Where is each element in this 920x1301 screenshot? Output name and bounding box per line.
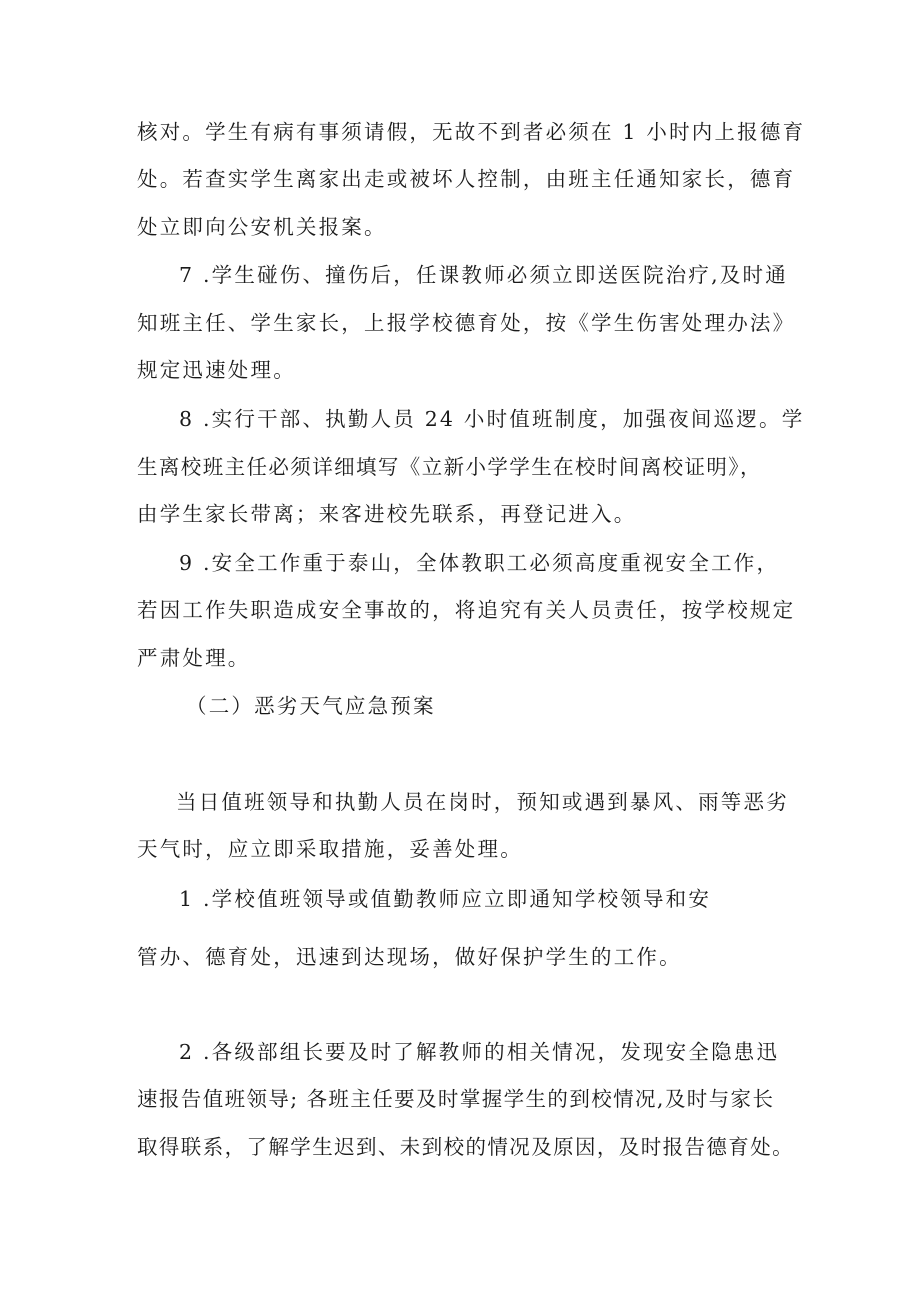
text-line: 生离校班主任必须详细填写《立新小学学生在校时间离校证明》，	[137, 455, 762, 479]
text-line: 知班主任、学生家长，上报学校德育处，按《学生伤害处理办法》	[137, 311, 796, 335]
item-9-first-line: 9 .安全工作重于泰山，全体教职工必须高度重视安全工作，	[179, 551, 780, 575]
text-line: 规定迅速处理。	[137, 358, 296, 382]
text-line: 处立即向公安机关报案。	[137, 215, 387, 239]
text-line: 速报告值班领导; 各班主任要及时掌握学生的到校情况,及时与家长	[137, 1087, 775, 1111]
intro-first-line: 当日值班领导和执勤人员在岗时，预知或遇到暴风、雨等恶劣	[176, 790, 789, 814]
item-2-first-line: 2 .各级部组长要及时了解教师的相关情况，发现安全隐患迅	[179, 1040, 780, 1064]
text-line: 由学生家长带离；来客进校先联系，再登记进入。	[137, 502, 637, 526]
text-line: 严肃处理。	[137, 646, 251, 670]
text-line: 天气时，应立即采取措施，妥善处理。	[137, 837, 523, 861]
item-7-first-line: 7 .学生碰伤、撞伤后，任课教师必须立即送医院治疗,及时通	[179, 263, 788, 287]
section-heading: （二）恶劣天气应急预案	[186, 694, 436, 718]
text-line: 取得联系，了解学生迟到、未到校的情况及原因，及时报告德育处。	[137, 1135, 794, 1159]
item-8-first-line: 8 .实行干部、执勤人员 24 小时值班制度，加强夜间巡逻。学	[179, 407, 805, 431]
item-1-first-line: 1 .学校值班领导或值勤教师应立即通知学校领导和安	[179, 887, 712, 911]
text-line: 核对。学生有病有事须请假，无故不到者必须在 1 小时内上报德育	[137, 120, 806, 144]
text-line: 管办、德育处，迅速到达现场，做好保护学生的工作。	[137, 945, 682, 969]
text-line: 处。若查实学生离家出走或被坏人控制，由班主任通知家长，德育	[137, 167, 796, 191]
text-line: 若因工作失职造成安全事故的，将追究有关人员责任，按学校规定	[137, 598, 796, 622]
